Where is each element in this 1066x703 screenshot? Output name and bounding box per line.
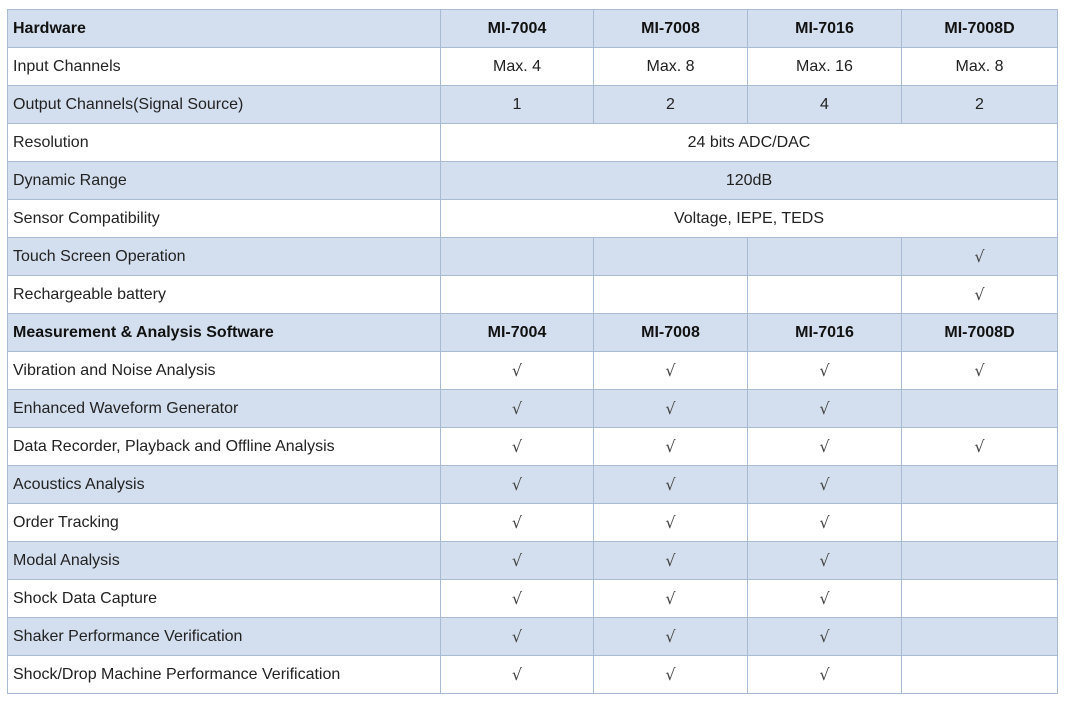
check-mark-mi-7016: √ xyxy=(748,656,902,694)
check-mark-mi-7008d: √ xyxy=(902,276,1058,314)
row-label-resolution: Resolution xyxy=(8,124,441,162)
value-cell-mi-7016 xyxy=(748,238,902,276)
row-label-sensor-compatibility: Sensor Compatibility xyxy=(8,200,441,238)
check-mark-mi-7008: √ xyxy=(594,390,748,428)
value-cell-mi-7004: Max. 4 xyxy=(441,48,594,86)
check-mark-mi-7016: √ xyxy=(748,504,902,542)
software-section-title: Measurement & Analysis Software xyxy=(8,314,441,352)
row-label-shock-data-capture: Shock Data Capture xyxy=(8,580,441,618)
row-label-input-channels: Input Channels xyxy=(8,48,441,86)
model-header-mi-7008: MI-7008 xyxy=(594,10,748,48)
check-mark-mi-7004: √ xyxy=(441,352,594,390)
value-cell-mi-7008d xyxy=(902,542,1058,580)
value-cell-mi-7016: 4 xyxy=(748,86,902,124)
row-label-vibration-and-noise-analysis: Vibration and Noise Analysis xyxy=(8,352,441,390)
check-mark-mi-7008: √ xyxy=(594,656,748,694)
table-row xyxy=(8,48,1058,86)
check-mark-mi-7008: √ xyxy=(594,352,748,390)
merged-value-cell: 120dB xyxy=(441,162,1058,200)
row-label-output-channels-signal-source: Output Channels(Signal Source) xyxy=(8,86,441,124)
check-mark-mi-7008: √ xyxy=(594,618,748,656)
value-cell-mi-7008d xyxy=(902,656,1058,694)
value-cell-mi-7008 xyxy=(594,276,748,314)
table-row xyxy=(8,86,1058,124)
model-header-mi-7008: MI-7008 xyxy=(594,314,748,352)
check-mark-mi-7004: √ xyxy=(441,542,594,580)
model-header-mi-7004: MI-7004 xyxy=(441,314,594,352)
table-row xyxy=(8,352,1058,390)
merged-value-cell: Voltage, IEPE, TEDS xyxy=(441,200,1058,238)
row-label-shock-drop-machine-performance-verification: Shock/Drop Machine Performance Verification xyxy=(8,656,441,694)
hardware-section-title: Hardware xyxy=(8,10,441,48)
check-mark-mi-7016: √ xyxy=(748,542,902,580)
table-row xyxy=(8,580,1058,618)
check-mark-mi-7008d: √ xyxy=(902,352,1058,390)
value-cell-mi-7008d xyxy=(902,504,1058,542)
check-mark-mi-7016: √ xyxy=(748,428,902,466)
table-row xyxy=(8,276,1058,314)
value-cell-mi-7004 xyxy=(441,238,594,276)
check-mark-mi-7008: √ xyxy=(594,542,748,580)
value-cell-mi-7008 xyxy=(594,238,748,276)
check-mark-mi-7004: √ xyxy=(441,618,594,656)
model-header-mi-7004: MI-7004 xyxy=(441,10,594,48)
check-mark-mi-7008d: √ xyxy=(902,428,1058,466)
spec-table-body xyxy=(8,10,1058,694)
check-mark-mi-7008: √ xyxy=(594,466,748,504)
check-mark-mi-7004: √ xyxy=(441,504,594,542)
check-mark-mi-7004: √ xyxy=(441,390,594,428)
row-label-dynamic-range: Dynamic Range xyxy=(8,162,441,200)
check-mark-mi-7016: √ xyxy=(748,618,902,656)
model-header-mi-7016: MI-7016 xyxy=(748,10,902,48)
value-cell-mi-7008d: Max. 8 xyxy=(902,48,1058,86)
model-header-mi-7008d: MI-7008D xyxy=(902,314,1058,352)
check-mark-mi-7016: √ xyxy=(748,580,902,618)
table-row xyxy=(8,390,1058,428)
table-row xyxy=(8,238,1058,276)
table-row xyxy=(8,542,1058,580)
check-mark-mi-7016: √ xyxy=(748,466,902,504)
check-mark-mi-7008: √ xyxy=(594,580,748,618)
value-cell-mi-7008d: 2 xyxy=(902,86,1058,124)
model-header-mi-7008d: MI-7008D xyxy=(902,10,1058,48)
row-label-data-recorder-playback-and-offline-analysis: Data Recorder, Playback and Offline Analysis xyxy=(8,428,441,466)
check-mark-mi-7004: √ xyxy=(441,428,594,466)
row-label-enhanced-waveform-generator: Enhanced Waveform Generator xyxy=(8,390,441,428)
check-mark-mi-7004: √ xyxy=(441,656,594,694)
row-label-touch-screen-operation: Touch Screen Operation xyxy=(8,238,441,276)
value-cell-mi-7016: Max. 16 xyxy=(748,48,902,86)
check-mark-mi-7008: √ xyxy=(594,504,748,542)
check-mark-mi-7004: √ xyxy=(441,580,594,618)
value-cell-mi-7016 xyxy=(748,276,902,314)
spec-comparison-table xyxy=(7,9,1058,694)
hardware-header-row xyxy=(8,10,1058,48)
table-row xyxy=(8,656,1058,694)
table-row xyxy=(8,618,1058,656)
check-mark-mi-7016: √ xyxy=(748,352,902,390)
value-cell-mi-7004 xyxy=(441,276,594,314)
check-mark-mi-7004: √ xyxy=(441,466,594,504)
value-cell-mi-7008: Max. 8 xyxy=(594,48,748,86)
table-row xyxy=(8,466,1058,504)
table-row xyxy=(8,428,1058,466)
check-mark-mi-7016: √ xyxy=(748,390,902,428)
software-header-row xyxy=(8,314,1058,352)
value-cell-mi-7008d xyxy=(902,618,1058,656)
model-header-mi-7016: MI-7016 xyxy=(748,314,902,352)
check-mark-mi-7008d: √ xyxy=(902,238,1058,276)
table-row xyxy=(8,504,1058,542)
table-row xyxy=(8,200,1058,238)
row-label-modal-analysis: Modal Analysis xyxy=(8,542,441,580)
value-cell-mi-7004: 1 xyxy=(441,86,594,124)
value-cell-mi-7008: 2 xyxy=(594,86,748,124)
row-label-acoustics-analysis: Acoustics Analysis xyxy=(8,466,441,504)
value-cell-mi-7008d xyxy=(902,390,1058,428)
row-label-order-tracking: Order Tracking xyxy=(8,504,441,542)
check-mark-mi-7008: √ xyxy=(594,428,748,466)
table-row xyxy=(8,124,1058,162)
row-label-rechargeable-battery: Rechargeable battery xyxy=(8,276,441,314)
value-cell-mi-7008d xyxy=(902,580,1058,618)
table-row xyxy=(8,162,1058,200)
value-cell-mi-7008d xyxy=(902,466,1058,504)
merged-value-cell: 24 bits ADC/DAC xyxy=(441,124,1058,162)
row-label-shaker-performance-verification: Shaker Performance Verification xyxy=(8,618,441,656)
